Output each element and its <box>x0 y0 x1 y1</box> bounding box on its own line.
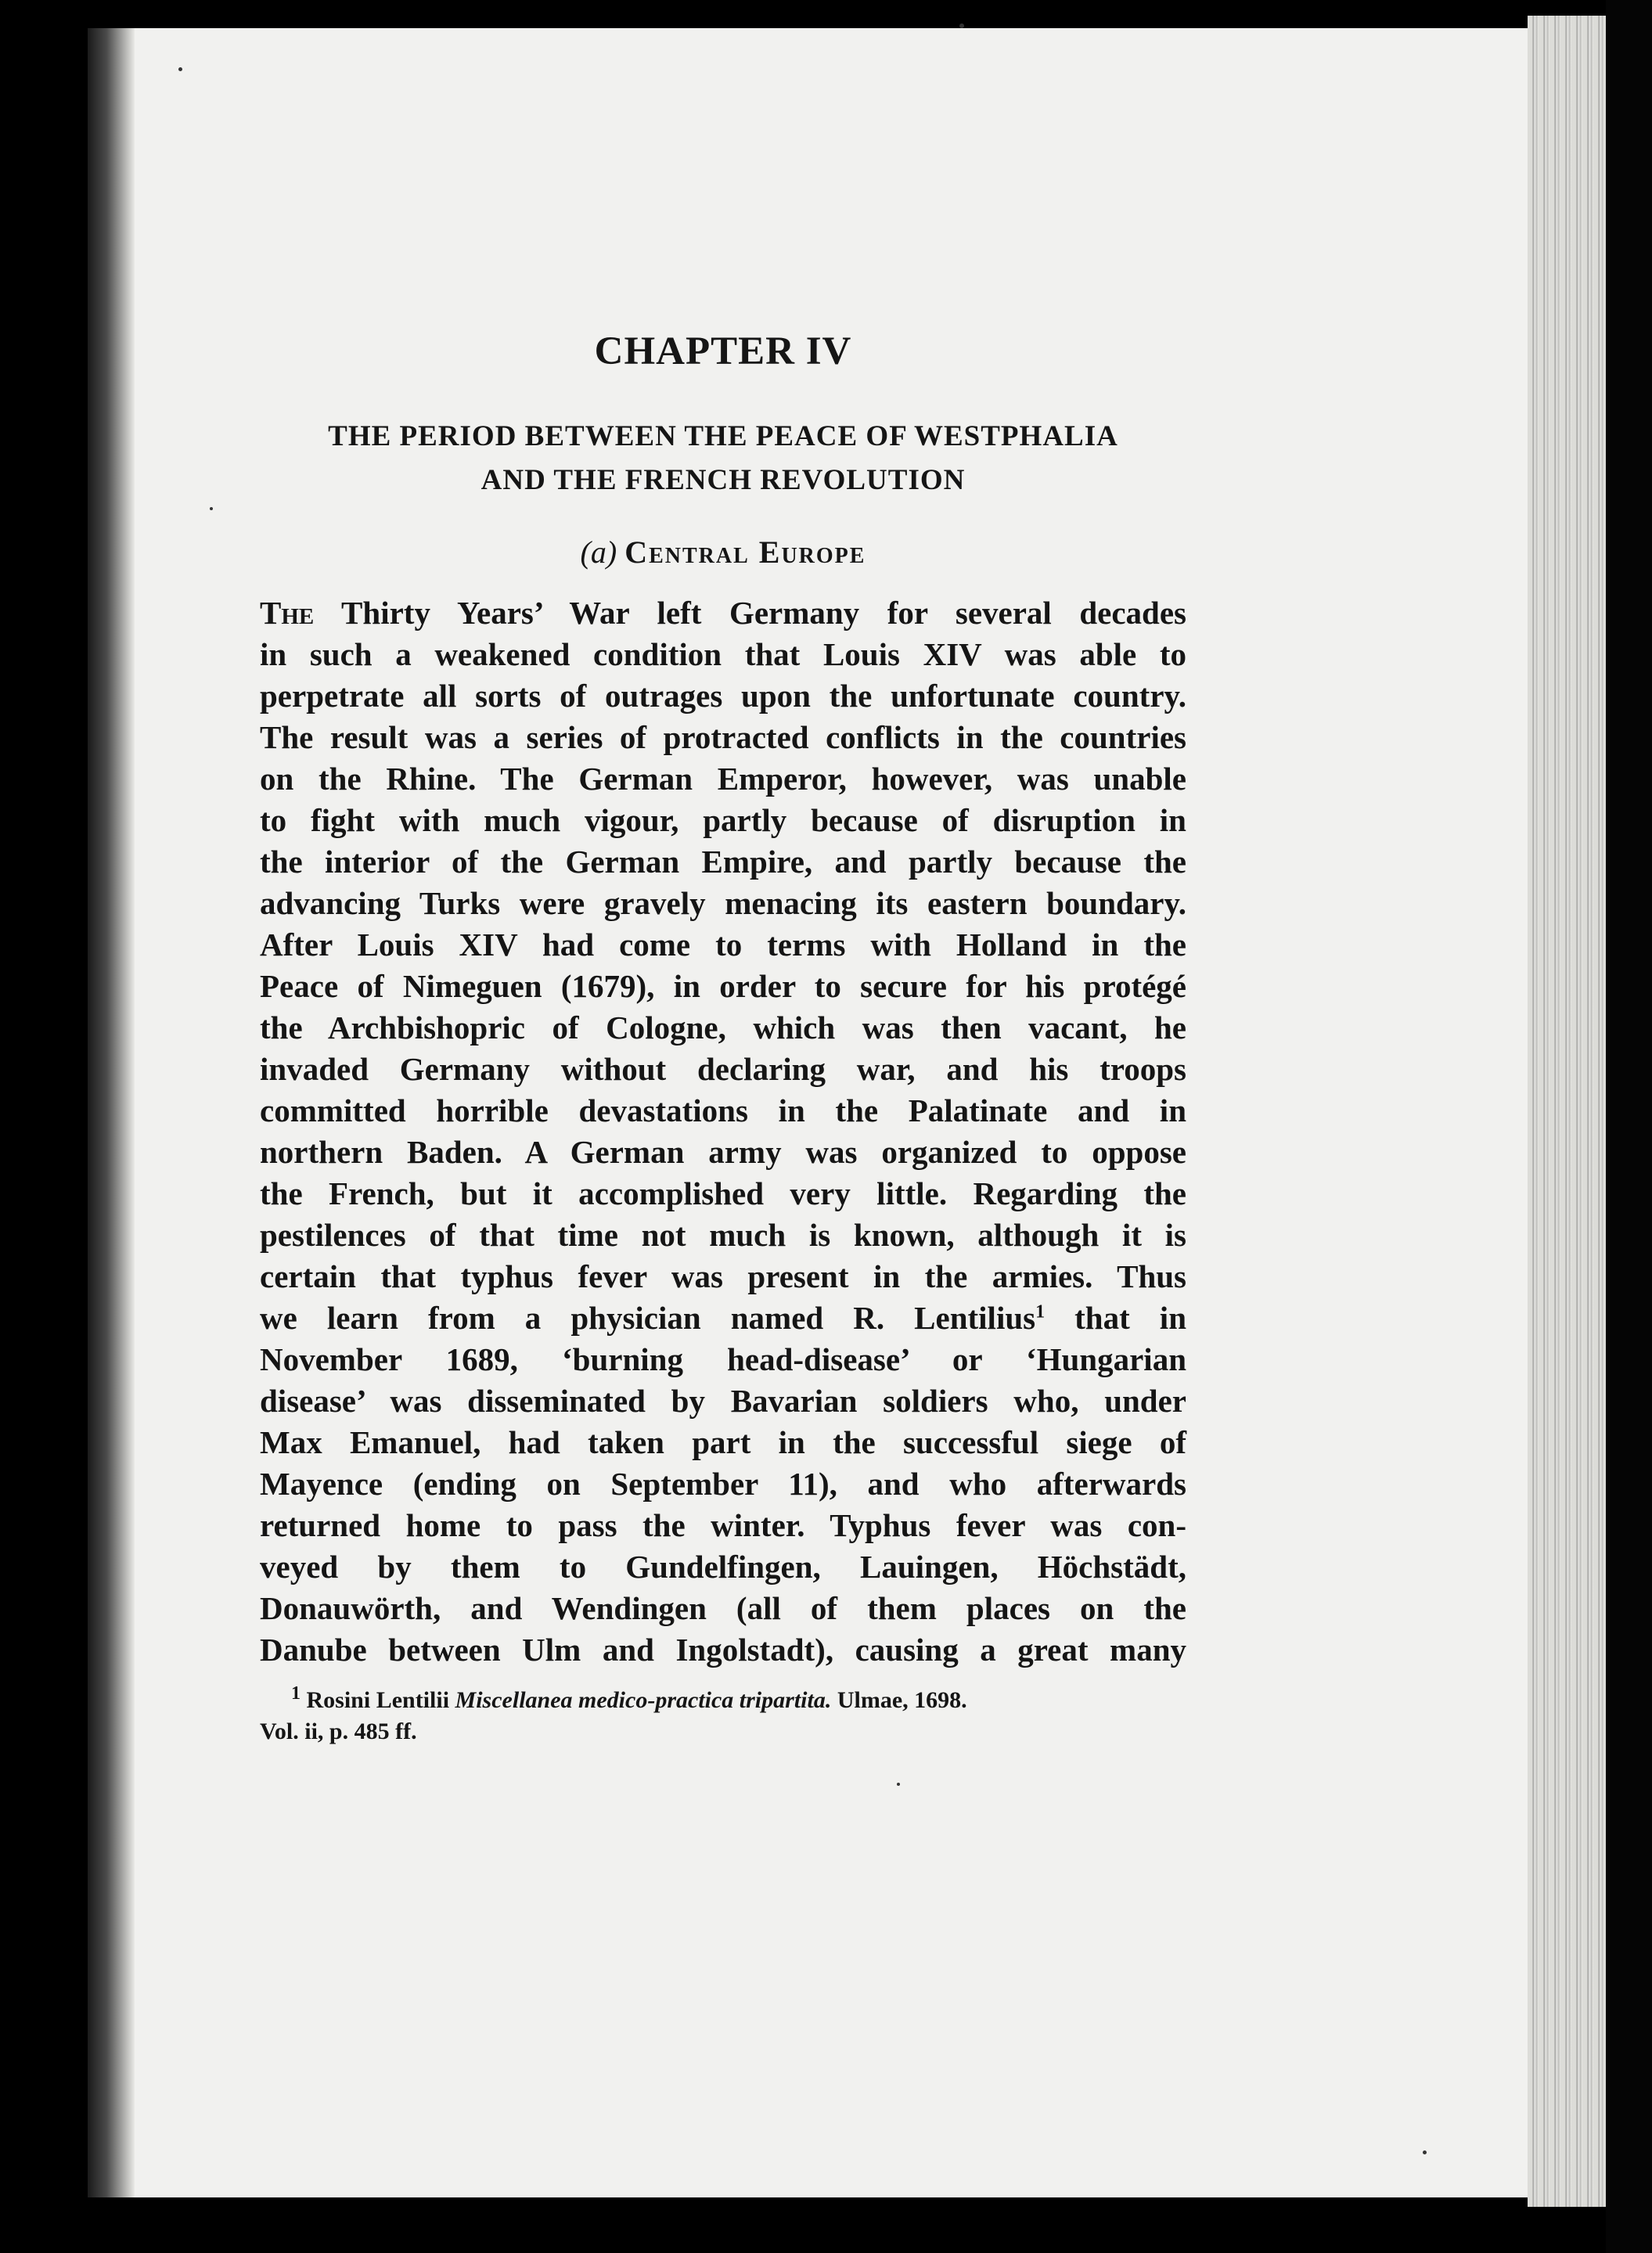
text-line: certain that typhus fever was present in the armies. Thus <box>260 1258 1186 1294</box>
text-line: invaded Germany without declaring war, and his troops <box>260 1051 1186 1087</box>
text-line: November 1689, ‘burning head-disease’ or ‘Hungarian <box>260 1341 1186 1377</box>
text-line: committed horrible devastations in the Palatinate and in <box>260 1092 1186 1128</box>
chapter-heading-line: THE PERIOD BETWEEN THE PEACE OF WESTPHALIA <box>328 420 1118 452</box>
page-edges <box>1528 16 1606 2207</box>
chapter-heading-line: AND THE FRENCH REVOLUTION <box>480 464 966 496</box>
chapter-title: CHAPTER IV <box>594 329 852 373</box>
page-content <box>260 329 1186 1747</box>
text-line: Donauwörth, and Wendingen (all of them places on the <box>260 1590 1186 1626</box>
speck <box>210 507 213 510</box>
text-line: the Archbishopric of Cologne, which was then vacant, he <box>260 1010 1186 1046</box>
text-line: the interior of the German Empire, and partly because the <box>260 844 1186 880</box>
speck <box>897 1783 900 1786</box>
text-line: The result was a series of protracted conflicts in the countries <box>260 719 1186 755</box>
text-line: The Thirty Years’ War left Germany for several decades <box>260 595 1186 631</box>
text-line: on the Rhine. The German Emperor, however, was unable <box>260 761 1186 797</box>
speck <box>959 23 964 28</box>
footnote-line: Vol. ii, p. 485 ff. <box>260 1719 417 1744</box>
text-line: to fight with much vigour, partly because of disruption in <box>260 802 1186 838</box>
chapter-heading <box>260 415 1186 502</box>
footnote-line: $^1$ Rosini Lentilii Miscellanea medico-practica tripartita. Ulmae, 1698. <box>291 1683 967 1713</box>
text-line: Mayence (ending on September 11), and who afterwards <box>260 1466 1186 1502</box>
speck <box>178 67 182 71</box>
text-line: After Louis XIV had come to terms with Holland in the <box>260 927 1186 963</box>
footnote <box>260 1685 1186 1747</box>
text-line: Danube between Ulm and Ingolstadt), causing a great many <box>260 1632 1186 1668</box>
text-line: returned home to pass the winter. Typhus fever was con- <box>260 1507 1186 1543</box>
first-word: The <box>260 595 315 631</box>
speck <box>1423 2150 1427 2154</box>
text-line: disease’ was disseminated by Bavarian soldiers who, under <box>260 1383 1186 1419</box>
footnote-book-title: Miscellanea medico-practica tripartita. <box>455 1687 832 1713</box>
text-line: perpetrate all sorts of outrages upon the unfortunate country. <box>260 678 1186 714</box>
text-line: pestilences of that time not much is known, although it is <box>260 1217 1186 1253</box>
text-line: we learn from a physician named R. Lentilius$^1$ that in <box>260 1300 1186 1336</box>
text-line: the French, but it accomplished very little. Regarding the <box>260 1175 1186 1211</box>
text-line: in such a weakened condition that Louis XIV was able to <box>260 636 1186 672</box>
text-line: northern Baden. A German army was organized to oppose <box>260 1134 1186 1170</box>
footnote-number: 1 <box>291 1683 301 1704</box>
section-letter: (a) <box>580 534 617 570</box>
text-line: Max Emanuel, had taken part in the successful siege of <box>260 1424 1186 1460</box>
text-line: Peace of Nimeguen (1679), in order to secure for his protégé <box>260 968 1186 1004</box>
body-text <box>260 592 1186 1671</box>
footnote-marker: 1 <box>1035 1301 1046 1323</box>
section-heading <box>260 534 1186 570</box>
book-gutter <box>88 28 135 2197</box>
scan-border <box>1606 0 1652 2253</box>
text-line: advancing Turks were gravely menacing its eastern boundary. <box>260 885 1186 921</box>
section-title: Central Europe <box>624 534 866 570</box>
text-line: veyed by them to Gundelfingen, Lauingen, Höchstädt, <box>260 1549 1186 1585</box>
